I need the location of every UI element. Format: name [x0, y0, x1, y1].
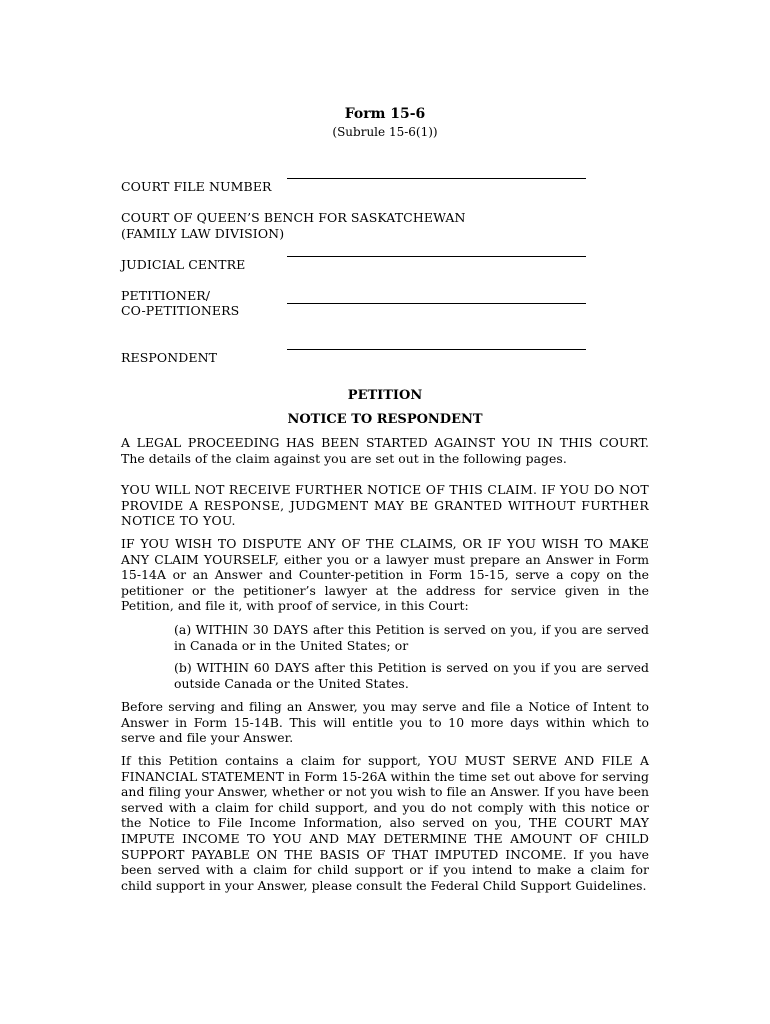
court-name-line2: (FAMILY LAW DIVISION)	[121, 226, 285, 241]
petitioner-blank[interactable]	[287, 303, 586, 304]
form-subrule: (Subrule 15-6(1))	[332, 125, 438, 139]
form-title: Form 15-6	[344, 106, 426, 122]
petitioner-label-line2: CO-PETITIONERS	[121, 303, 240, 318]
respondent-label: RESPONDENT	[121, 350, 218, 365]
respondent-blank[interactable]	[287, 349, 586, 350]
paragraph-dispute-claims: IF YOU WISH TO DISPUTE ANY OF THE CLAIMS, OR IF YOU WISH TO MAKE ANY CLAIM YOURSELF, either you or a lawyer must prepare an Answer in Form 15-14A or an Answer and Counter-petition in Form 15-15, serve a copy on the petitioner or the petitioner’s lawyer at the address for service given in the Petition, and file it, with proof of service, in this Court:	[121, 536, 649, 614]
paragraph-notice-of-intent: Before serving and filing an Answer, you may serve and file a Notice of Intent to Answer in Form 15-14B. This will entitle you to 10 more days within which to serve and file your Answer.	[121, 699, 649, 746]
list-item-b: (b) WITHIN 60 DAYS after this Petition is served on you if you are served outside Canada or the United States.	[174, 660, 649, 691]
judicial-centre-label: JUDICIAL CENTRE	[121, 257, 246, 272]
petitioner-label-line1: PETITIONER/	[121, 288, 211, 303]
court-file-number-label: COURT FILE NUMBER	[121, 179, 272, 194]
petition-heading: PETITION	[347, 388, 423, 403]
court-name-line1: COURT OF QUEEN’S BENCH FOR SASKATCHEWAN	[121, 210, 466, 225]
paragraph-support-claim: If this Petition contains a claim for support, YOU MUST SERVE AND FILE A FINANCIAL STATEMENT in Form 15-26A within the time set out above for serving and filing your Answer, whether or not you wish to file an Answer. If you have been served with a claim for child support, and you do not comply with this notice or the Notice to File Income Information, also served on you, THE COURT MAY IMPUTE INCOME TO YOU AND MAY DETERMINE THE AMOUNT OF CHILD SUPPORT PAYABLE ON THE BASIS OF THAT IMPUTED INCOME. If you have been served with a claim for child support or if you intend to make a claim for child support in your Answer, please consult the Federal Child Support Guidelines.	[121, 753, 649, 893]
paragraph-legal-proceeding: A LEGAL PROCEEDING HAS BEEN STARTED AGAINST YOU IN THIS COURT. The details of the claim against you are set out in the following pages.	[121, 435, 649, 466]
list-item-a: (a) WITHIN 30 DAYS after this Petition is served on you, if you are served in Canada or in the United States; or	[174, 622, 649, 653]
notice-heading: NOTICE TO RESPONDENT	[287, 412, 483, 427]
judicial-centre-blank[interactable]	[287, 256, 586, 257]
paragraph-no-further-notice: YOU WILL NOT RECEIVE FURTHER NOTICE OF THIS CLAIM. IF YOU DO NOT PROVIDE A RESPONSE, JUDGMENT MAY BE GRANTED WITHOUT FURTHER NOTICE TO YOU.	[121, 482, 649, 529]
court-file-number-blank[interactable]	[287, 178, 586, 179]
